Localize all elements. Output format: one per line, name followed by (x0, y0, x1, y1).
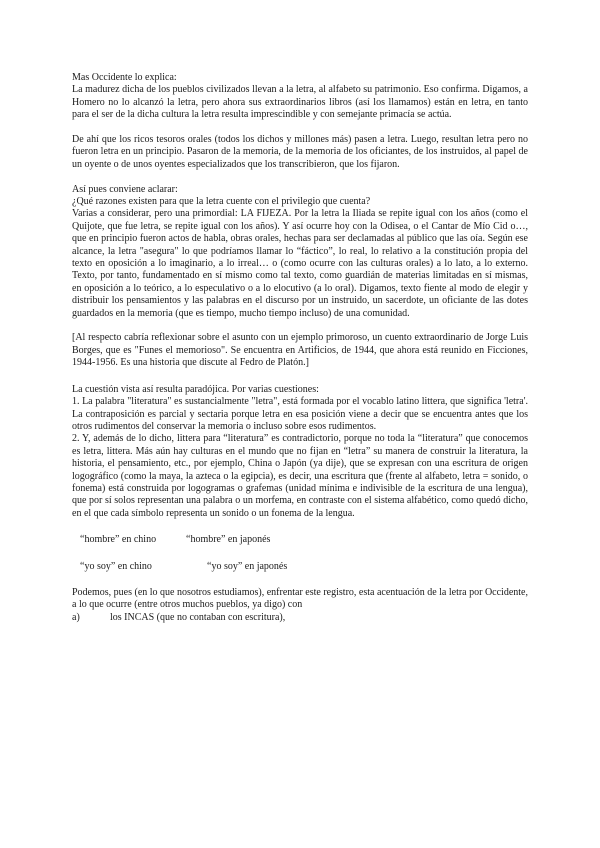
spacer (72, 520, 528, 534)
intro-heading: Mas Occidente lo explica: (72, 72, 177, 83)
fixity-paragraph: Varias a considerar, pero una primordial: LA FIJEZA. Por la letra la Iliada se repite igual con los años (como el Quijote, que fue letra, se repite igual con los años). Y así ocurre hoy con la Odisea, o el Cantar de Mío Cid o…, que en principio fueron actos de habla, obras orales, hechas para ser declamadas al público que las oía. Según ese alcance, la letra "asegura" lo que podríamos llamar lo “fáctico”, lo real, lo relativo a la constitución propia del texto en oposición a lo imaginario, a lo irreal… o (como ocurre con las culturas orales) a lo lato, a lo externo. Texto, por tanto, fundamentado en sí mismo como tal texto, como guardián de materias limitadas en sí mismas, en oposición a lo teórico, a lo especulativo o a lo elocutivo (a lo oral). Digamos, texto fiente al modo de elegir y distribuir los pensamientos y las palabras en el discurso por un instruido, un sacerdote, un oficiante de las dotes guardados en la memoria (que es tiempo, mucho tiempo incluso) de una comunidad. (72, 208, 528, 319)
example-japanese-label: “yo soy” en japonés (207, 560, 288, 572)
example-japanese-label: “hombre” en japonés (186, 534, 271, 546)
example-chinese-label: “yo soy” en chino (80, 560, 152, 572)
paradox-heading: La cuestión vista así resulta paradójica. Por varias cuestiones: (72, 383, 319, 395)
spacer (72, 320, 528, 332)
example-row-yo-soy (72, 561, 528, 573)
paradox-point-2: 2. Y, además de lo dicho, littera para “literatura” es contradictorio, porque no toda la “literatura” que conocemos es letra, littera. Más aún hay culturas en el mundo que no fijan en “letra” su manera de construir la literatura, la historia, el pensamiento, etc., por ejemplo, China o Japón (ya dije), que se expresan con una escritura de origen logográfico (como la maya, la azteca o la egipcia), es decir, una escritura que (frente al alfabeto, letra = sonido, o fonema) está construida por logogramas o grafemas (unidad mínima e indivisible de la escritura de una lengua), que por sí solos representan una palabra o un morfema, en contraste con el sistema alfabético, como quedó dicho, en el que cada símbolo representa un sonido o un fonema de la lengua. (72, 433, 528, 519)
paradox-point-1: 1. La palabra "literatura" es sustancialmente "letra", está formada por el vocablo latino littera, que significa 'letra'. La contraposición es parcial y sectaria porque letra en esa posición viene a decir que se encuentra antes que los otros rudimentos del conservar la memoria o incluso sobre esos rudimentos. (72, 396, 528, 432)
spacer (72, 370, 528, 384)
spacer (72, 573, 528, 587)
oral-paragraph: De ahí que los ricos tesoros orales (todos los dichos y millones más) pasen a letra. Luego, resultan letra pero no fueron letra en un principio. Pasaron de la memoria, de la memoria de los oficiantes, de los instruidos, al papel de un oyente o de unos oyentes especializados que los transcribieron, que los fijaron. (72, 134, 528, 170)
spacer (72, 171, 528, 183)
example-chinese-label: “hombre” en chino (80, 534, 157, 546)
closing-paragraph: Podemos, pues (en lo que nosotros estudiamos), enfrentar este registro, esta acentuación de la letra por Occidente, a lo que ocurre (entre otros muchos pueblos, ya digo) con (72, 586, 528, 611)
borges-note: [Al respecto cabría reflexionar sobre el asunto con un ejemplo primoroso, un cuento extraordinario de Jorge Luis Borges, que es "Funes el memorioso". Se encuentra en Artificios, de 1944, que ahora está reunido en Ficciones, 1944-1956. Es una historia que discute al Fedro de Platón.] (72, 332, 528, 369)
clarify-heading: Así pues conviene aclarar: (72, 183, 178, 195)
spacer (72, 547, 528, 561)
example-row-hombre (72, 534, 528, 546)
list-text: los INCAS (que no contaban con escritura), (110, 611, 286, 623)
clarify-question: ¿Qué razones existen para que la letra cuente con el privilegio que cuenta? (72, 196, 371, 208)
intro-paragraph: La madurez dicha de los pueblos civilizados llevan a la letra, al alfabeto su patrimonio. Eso confirma. Digamos, a Homero no lo alcanzó la letra, pero ahora sus extraordinarios libros (así los llamamos) están en letra, en tanto para el ser de la dicha cultura la letra resulta imprescindible y con semejante primacía se actúa. (72, 84, 528, 121)
list-marker: a) (72, 611, 80, 623)
document-body (72, 72, 528, 624)
list-item (72, 612, 528, 624)
spacer (72, 122, 528, 134)
